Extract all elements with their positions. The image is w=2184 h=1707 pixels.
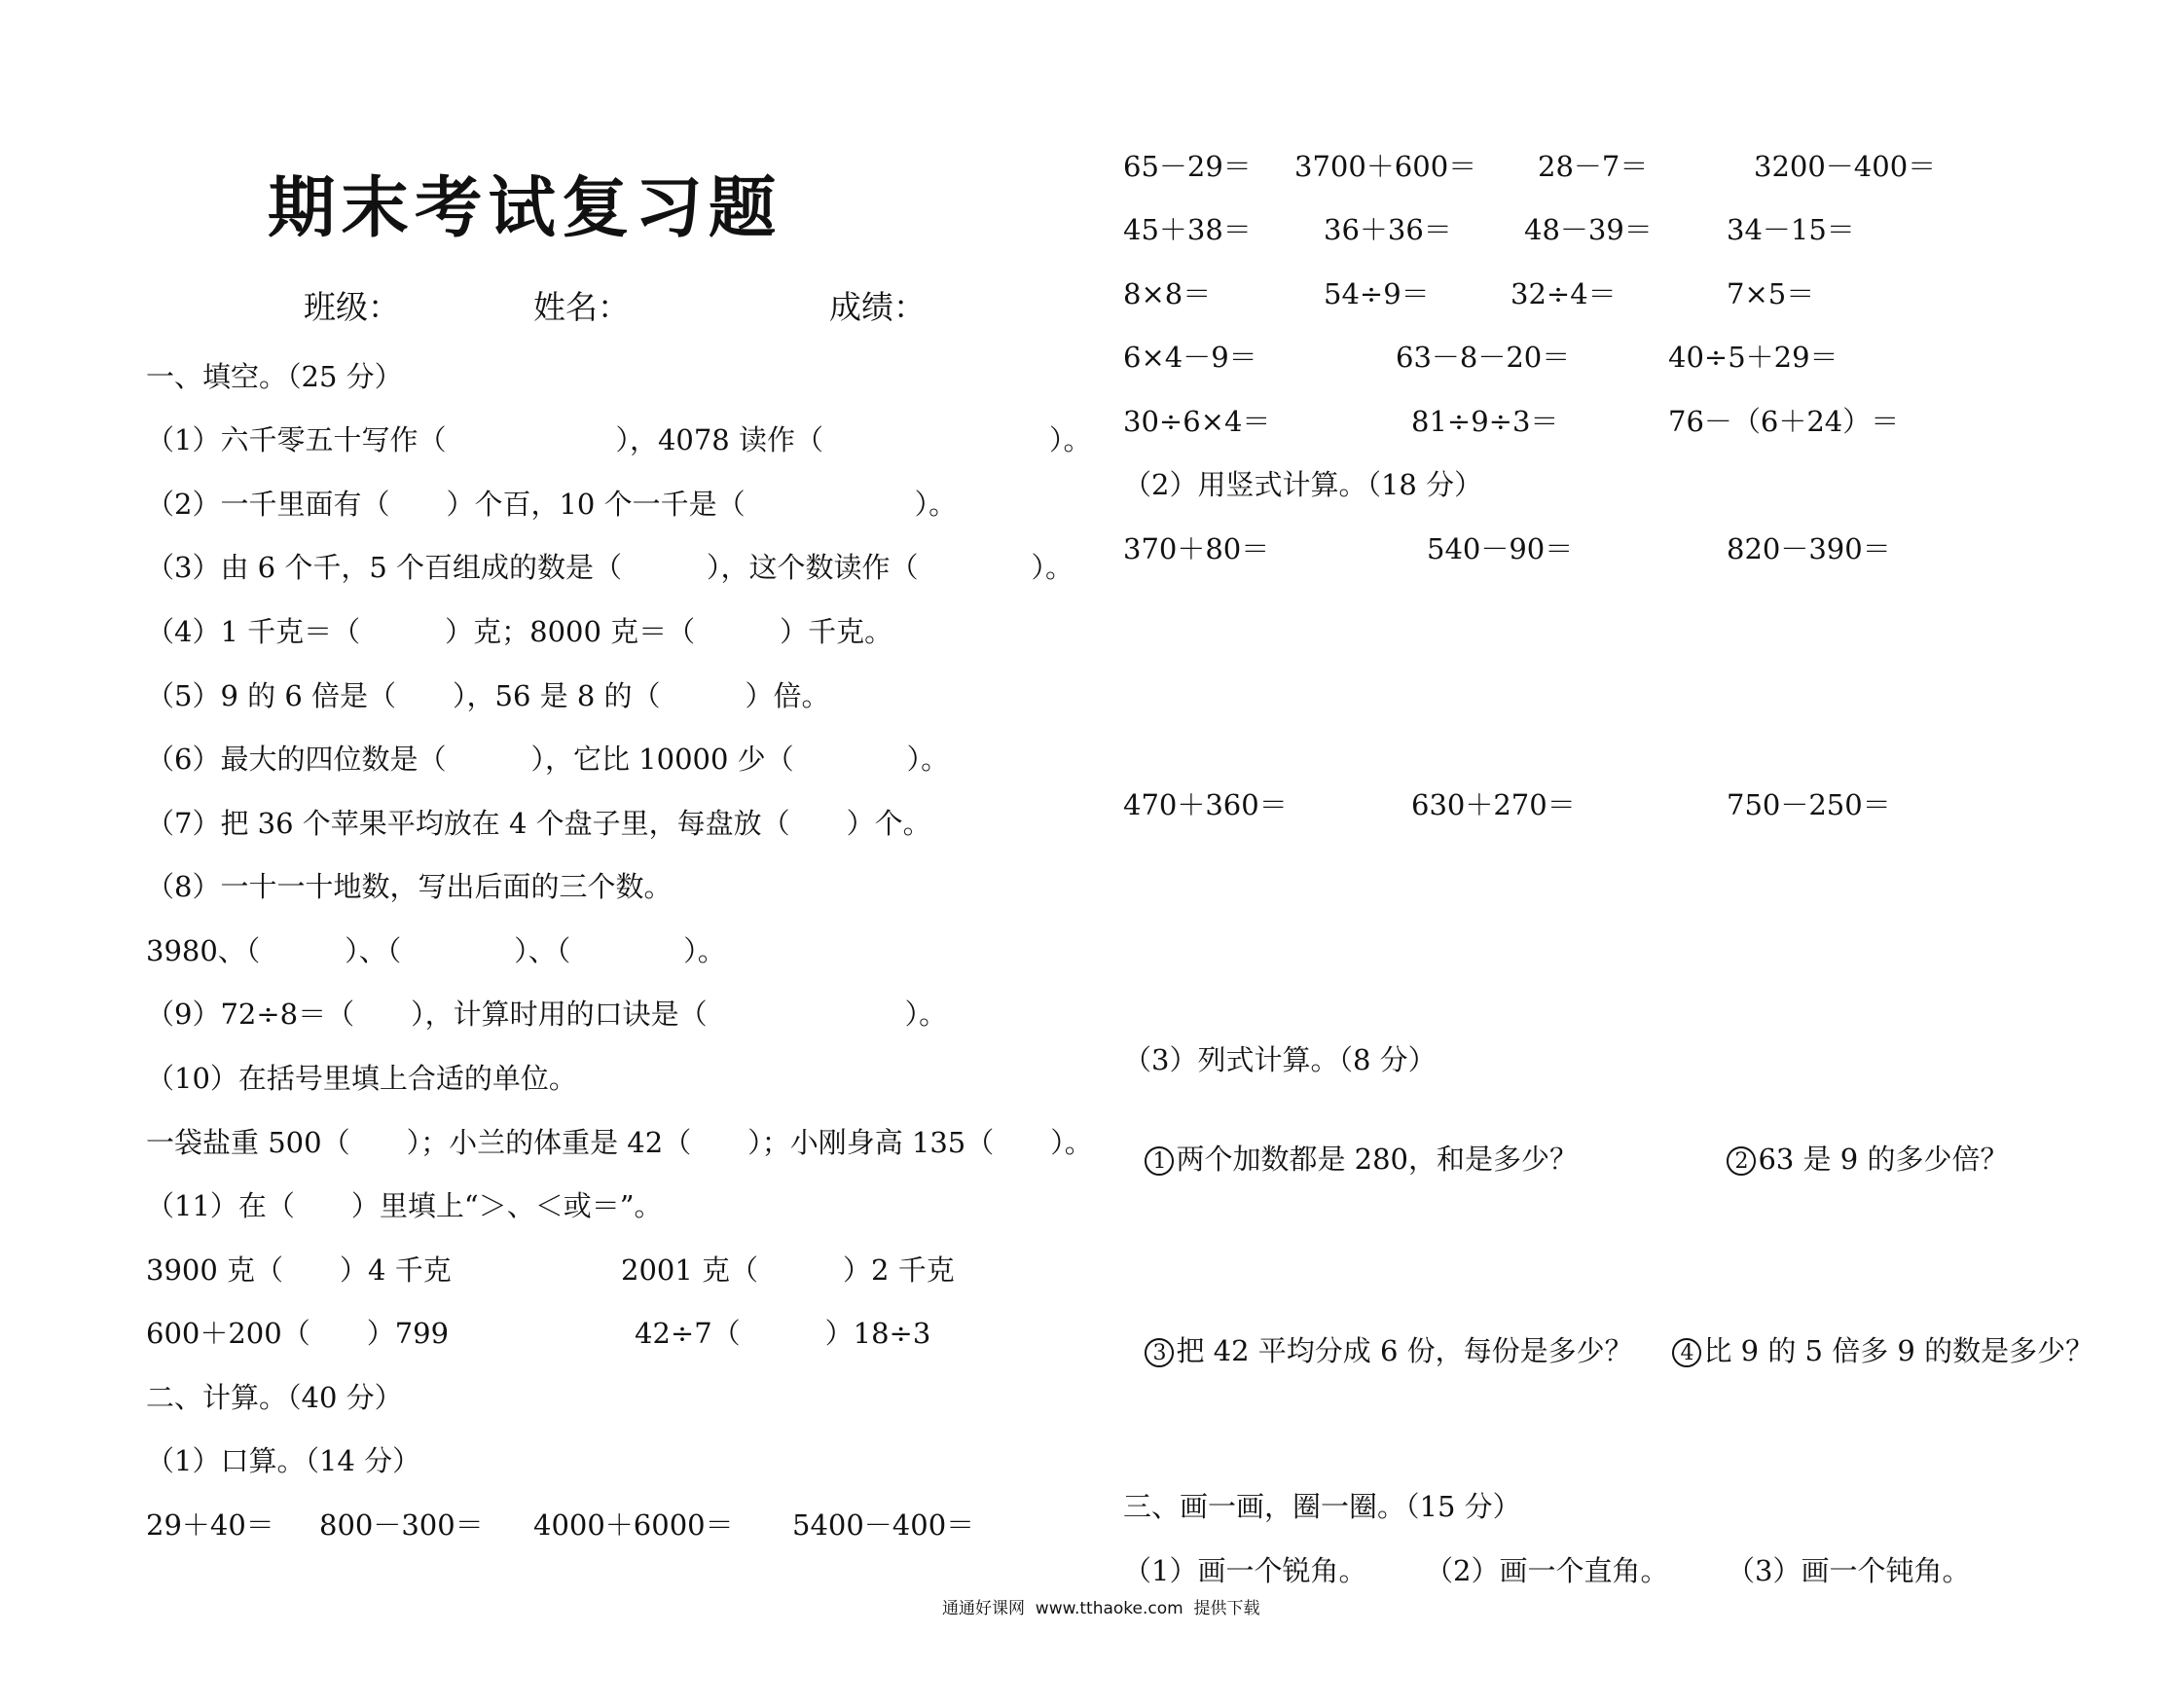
question-11-a: 3900 克（ ）4 千克 bbox=[146, 1253, 452, 1287]
circled-number-3: 3 bbox=[1145, 1338, 1174, 1367]
word-problem bbox=[1655, 1298, 2093, 1368]
circled-number-1: 1 bbox=[1145, 1146, 1174, 1176]
oral-item: 81÷9÷3＝ bbox=[1411, 405, 1559, 438]
vertical-item: 750－250＝ bbox=[1727, 788, 1891, 821]
oral-item: 8×8＝ bbox=[1123, 277, 1212, 310]
word-problem bbox=[1127, 1298, 1633, 1368]
oral-item: 48－39＝ bbox=[1524, 213, 1653, 246]
word-problem bbox=[1127, 1107, 1578, 1177]
question-6: （6）最大的四位数是（ ），它比 10000 少（ ）。 bbox=[146, 743, 950, 776]
question-10: （10）在括号里填上合适的单位。 bbox=[146, 1062, 577, 1095]
draw-item: （3）画一个钝角。 bbox=[1727, 1554, 1971, 1587]
word-problem bbox=[1709, 1107, 2008, 1177]
vertical-heading: （2）用竖式计算。（18 分） bbox=[1123, 468, 1483, 501]
word-heading: （3）列式计算。（8 分） bbox=[1123, 1043, 1437, 1076]
word-problem-text: 两个加数都是 280，和是多少？ bbox=[1176, 1143, 1579, 1176]
footer-credit: 通通好课网 www.tthaoke.com 提供下载 bbox=[942, 1599, 1260, 1618]
class-label: 班级： bbox=[304, 288, 400, 326]
name-label: 姓名： bbox=[533, 288, 630, 326]
oral-item: 800－300＝ bbox=[319, 1508, 484, 1542]
question-11-b: 2001 克（ ）2 千克 bbox=[621, 1253, 955, 1287]
oral-heading: （1）口算。（14 分） bbox=[146, 1444, 421, 1477]
question-2: （2）一千里面有（ ）个百，10 个一千是（ ）。 bbox=[146, 488, 958, 521]
oral-item: 36＋36＝ bbox=[1324, 213, 1452, 246]
draw-item: （1）画一个锐角。 bbox=[1123, 1554, 1367, 1587]
question-4: （4）1 千克＝（ ）克；8000 克＝（ ）千克。 bbox=[146, 615, 893, 648]
vertical-item: 630＋270＝ bbox=[1411, 788, 1576, 821]
question-11: （11）在（ ）里填上“＞、＜或＝”。 bbox=[146, 1189, 663, 1222]
circled-number-4: 4 bbox=[1672, 1338, 1701, 1367]
oral-item: 63－8－20＝ bbox=[1396, 341, 1571, 374]
word-problem-text: 把 42 平均分成 6 份，每份是多少？ bbox=[1176, 1334, 1633, 1367]
oral-item: 3700＋600＝ bbox=[1294, 150, 1477, 183]
word-problem-text: 63 是 9 的多少倍？ bbox=[1758, 1143, 2009, 1176]
oral-item: 28－7＝ bbox=[1538, 150, 1649, 183]
question-5: （5）9 的 6 倍是（ ），56 是 8 的（ ）倍。 bbox=[146, 679, 830, 712]
vertical-item: 470＋360＝ bbox=[1123, 788, 1288, 821]
vertical-item: 370＋80＝ bbox=[1123, 532, 1270, 565]
oral-item: 7×5＝ bbox=[1727, 277, 1815, 310]
oral-item: 3200－400＝ bbox=[1754, 150, 1937, 183]
page-title: 期末考试复习题 bbox=[268, 170, 783, 247]
circled-number-2: 2 bbox=[1727, 1146, 1756, 1176]
question-10-answer: 一袋盐重 500（ ）；小兰的体重是 42（ ）；小刚身高 135（ ）。 bbox=[146, 1126, 1093, 1159]
oral-item: 32÷4＝ bbox=[1511, 277, 1617, 310]
vertical-item: 540－90＝ bbox=[1427, 532, 1574, 565]
vertical-item: 820－390＝ bbox=[1727, 532, 1891, 565]
question-1: （1）六千零五十写作（ ），4078 读作（ ）。 bbox=[146, 423, 1092, 456]
oral-item: 4000＋6000＝ bbox=[533, 1508, 734, 1542]
oral-item: 34－15＝ bbox=[1727, 213, 1855, 246]
question-3: （3）由 6 个千，5 个百组成的数是（ ），这个数读作（ ）。 bbox=[146, 551, 1074, 584]
question-8: （8）一十一十地数，写出后面的三个数。 bbox=[146, 870, 673, 903]
draw-item: （2）画一个直角。 bbox=[1425, 1554, 1669, 1587]
oral-item: 65－29＝ bbox=[1123, 150, 1252, 183]
word-problem-text: 比 9 的 5 倍多 9 的数是多少？ bbox=[1703, 1334, 2094, 1367]
question-8-answer: 3980、（ ）、（ ）、（ ）。 bbox=[146, 934, 726, 967]
oral-item: 45＋38＝ bbox=[1123, 213, 1252, 246]
question-11-d: 42÷7（ ）18÷3 bbox=[635, 1317, 931, 1350]
oral-item: 40÷5＋29＝ bbox=[1668, 341, 1838, 374]
oral-item: 29＋40＝ bbox=[146, 1508, 274, 1542]
question-9: （9）72÷8＝（ ），计算时用的口诀是（ ）。 bbox=[146, 998, 948, 1031]
oral-item: 5400－400＝ bbox=[792, 1508, 975, 1542]
question-11-c: 600＋200（ ）799 bbox=[146, 1317, 450, 1350]
score-label: 成绩： bbox=[829, 288, 926, 326]
section3-heading: 三、画一画，圈一圈。（15 分） bbox=[1123, 1490, 1521, 1523]
oral-item: 30÷6×4＝ bbox=[1123, 405, 1271, 438]
section2-heading: 二、计算。（40 分） bbox=[146, 1381, 403, 1414]
oral-item: 54÷9＝ bbox=[1324, 277, 1430, 310]
oral-item: 6×4－9＝ bbox=[1123, 341, 1257, 374]
question-7: （7）把 36 个苹果平均放在 4 个盘子里，每盘放（ ）个。 bbox=[146, 807, 931, 840]
oral-item: 76－（6＋24）＝ bbox=[1668, 405, 1900, 438]
section1-heading: 一、填空。（25 分） bbox=[146, 360, 403, 393]
